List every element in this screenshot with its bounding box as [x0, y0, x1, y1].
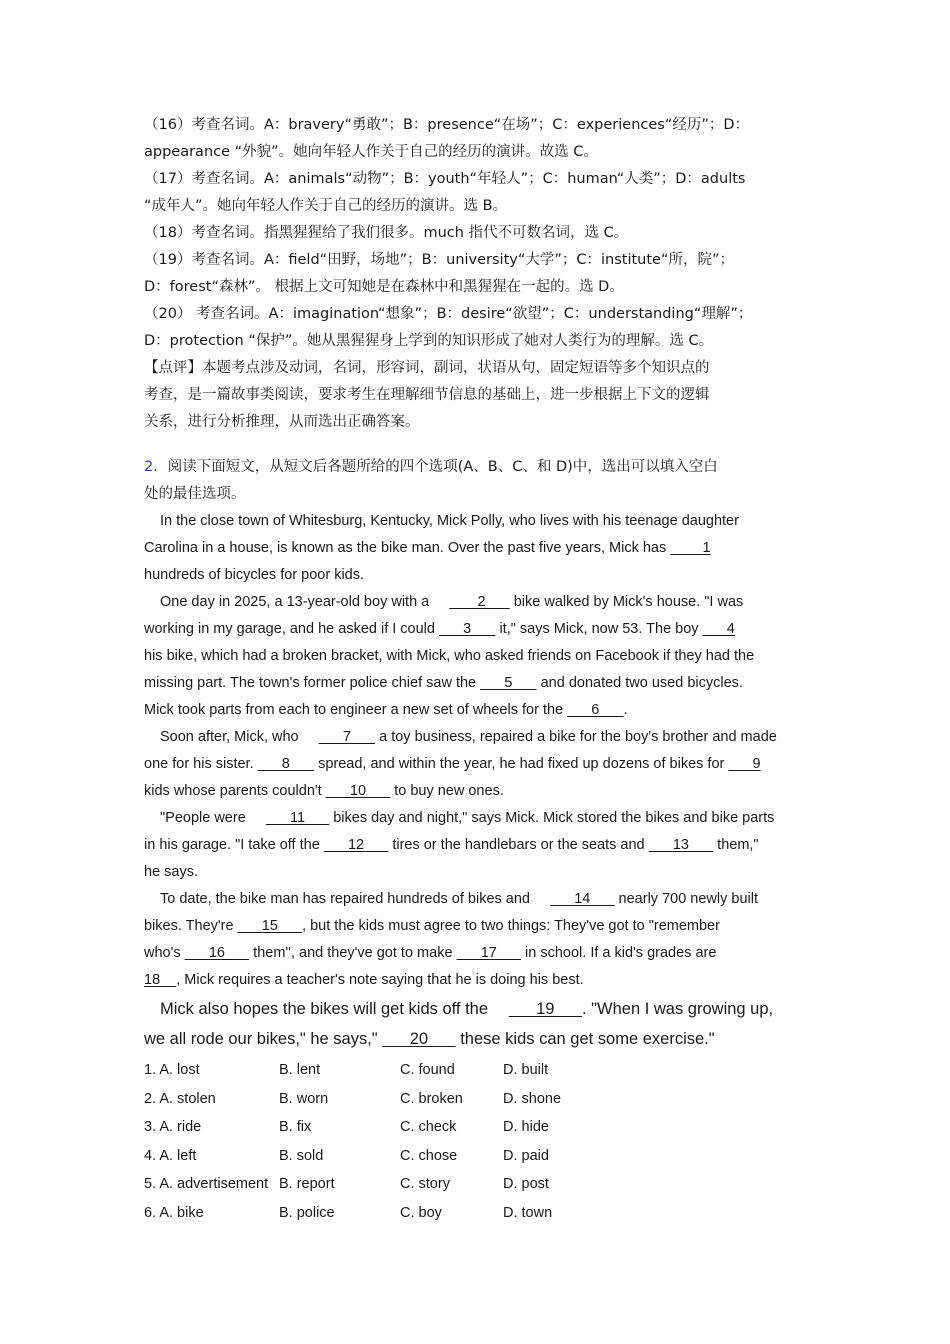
passage-text: to buy new ones. — [390, 783, 504, 799]
passage-line — [144, 643, 806, 670]
passage-line — [144, 562, 806, 589]
analysis-line: D：protection “保护”。她从黑猩猩身上学到的知识形成了她对人类行为的理解。选 C。 — [144, 333, 714, 349]
passage-text: these kids can get some exercise." — [455, 1030, 715, 1048]
option-choice: 2. A. stolen — [144, 1090, 216, 1107]
passage-text: them'', and they've got to make — [249, 945, 457, 961]
passage-text: his bike, which had a broken bracket, with Mick, who asked friends on Facebook if they had the — [144, 648, 755, 664]
option-choice: D. hide — [503, 1119, 549, 1136]
passage-text: who's — [144, 945, 185, 961]
passage-text: one for his sister. — [144, 756, 258, 772]
passage-paragraph — [144, 724, 806, 805]
analysis-line: appearance “外貌”。她向年轻人作关于自己的经历的演讲。故选 C。 — [144, 144, 598, 160]
passage-text: and donated two used bicycles. — [536, 675, 743, 691]
passage-text: in his garage. "I take off the — [144, 837, 324, 853]
answer-blank: 2 — [449, 594, 510, 610]
instruction-line — [144, 481, 806, 508]
instruction-text: ．阅读下面短文，从短文后各题所给的四个选项(A、B、C、和 D)中，选出可以填入空白 — [153, 459, 718, 475]
passage-text: nearly 700 newly built — [614, 891, 758, 907]
answer-blank: 6 — [567, 702, 624, 718]
option-choice: C. story — [400, 1176, 450, 1193]
answer-blank: 7 — [318, 729, 376, 745]
answer-blank: 1 — [670, 540, 711, 556]
passage-text: bike walked by Mick's house. "I was — [509, 594, 744, 610]
passage-text: Soon after, Mick, who — [160, 729, 303, 745]
analysis-item — [144, 220, 806, 247]
answer-blank: 9 — [728, 756, 761, 772]
passage-text: To date, the bike man has repaired hundreds of bikes and — [160, 891, 535, 907]
passage-paragraph — [144, 994, 806, 1054]
option-choice: C. found — [400, 1062, 455, 1079]
answer-options — [144, 1056, 806, 1227]
passage-text: tires or the handlebars or the seats and — [388, 837, 649, 853]
passage-text: it," says Mick, now 53. The boy — [495, 621, 703, 637]
passage-line — [144, 994, 806, 1024]
option-choice: B. lent — [279, 1062, 321, 1079]
answer-blank: 10 — [325, 783, 391, 799]
analysis-item — [144, 112, 806, 166]
comment-line: 【点评】本题考点涉及动词，名词，形容词，副词，状语从句，固定短语等多个知识点的 — [144, 360, 710, 376]
passage-line — [144, 1024, 806, 1054]
option-choice: C. chose — [400, 1147, 458, 1164]
option-choice: B. police — [279, 1204, 335, 1221]
option-choice: D. post — [503, 1176, 549, 1193]
passage-text: "People were — [160, 810, 250, 826]
passage-text: he says. — [144, 864, 198, 880]
passage-text: we all rode our bikes," he says," — [144, 1030, 383, 1048]
answer-blank: 16 — [184, 945, 250, 961]
passage-text: Mick took parts from each to engineer a new set of wheels for the — [144, 702, 568, 718]
option-row — [144, 1199, 806, 1228]
passage-line — [144, 967, 806, 994]
option-row — [144, 1170, 806, 1199]
passage-text: missing part. The town's former police chief saw the — [144, 675, 481, 691]
analysis-line: （17）考查名词。A：animals“动物”；B：youth“年轻人”；C：human“人类”；D：adults — [144, 171, 746, 187]
passage-text: hundreds of bicycles for poor kids. — [144, 567, 365, 583]
passage-line — [144, 724, 806, 751]
analysis-line: （20） 考查名词。A：imagination“想象”；B：desire“欲望”；C：understanding“理解”； — [144, 306, 753, 322]
option-choice: B. worn — [279, 1090, 329, 1107]
passage-text: , Mick requires a teacher's note saying that he is doing his best. — [176, 972, 584, 988]
comment-line: 关系，进行分析推理，从而选出正确答案。 — [144, 414, 420, 430]
answer-blank: 8 — [257, 756, 315, 772]
passage-text: . — [623, 702, 628, 718]
passage-text: bikes day and night," says Mick. Mick stored the bikes and bike parts — [329, 810, 775, 826]
passage-text: bikes. They're — [144, 918, 238, 934]
analysis-line: “成年人”。她向年轻人作关于自己的经历的演讲。选 B。 — [144, 198, 508, 214]
analysis-item — [144, 166, 806, 220]
option-choice: 5. A. advertisement — [144, 1176, 269, 1193]
section-gap — [144, 436, 806, 454]
answer-blank: 14 — [550, 891, 615, 907]
passage-paragraph — [144, 805, 806, 886]
option-row — [144, 1113, 806, 1142]
answer-blank: 5 — [480, 675, 537, 691]
option-choice: 3. A. ride — [144, 1119, 202, 1136]
analysis-line: （18）考查名词。指黑猩猩给了我们很多。much 指代不可数名词，选 C。 — [144, 225, 629, 241]
instruction-line — [144, 454, 806, 481]
passage-line — [144, 859, 806, 886]
answer-blank: 3 — [439, 621, 496, 637]
passage-line — [144, 535, 806, 562]
passage-line — [144, 886, 806, 913]
passage-text: them," — [713, 837, 759, 853]
passage-text: One day in 2025, a 13-year-old boy with a — [160, 594, 434, 610]
page-content — [144, 112, 806, 1227]
passage-text: working in my garage, and he asked if I could — [144, 621, 439, 637]
question-heading — [144, 454, 806, 508]
passage-line — [144, 751, 806, 778]
option-choice: C. boy — [400, 1204, 442, 1221]
passage-line — [144, 913, 806, 940]
passage-paragraph — [144, 508, 806, 589]
passage-line — [144, 697, 806, 724]
passage-text: In the close town of Whitesburg, Kentucky, Mick Polly, who lives with his teenage daughter — [160, 513, 739, 529]
passage-text: Mick also hopes the bikes will get kids off the — [160, 1000, 493, 1018]
analysis-item — [144, 301, 806, 355]
analysis-line: D：forest“森林”。 根据上文可知她是在森林中和黑猩猩在一起的。选 D。 — [144, 279, 624, 295]
answer-blank: 17 — [456, 945, 522, 961]
option-choice: D. town — [503, 1204, 553, 1221]
passage-line — [144, 778, 806, 805]
passage-text: , but the kids must agree to two things: They've got to "remember — [302, 918, 720, 934]
answer-blank: 19 — [508, 1000, 582, 1018]
passage-line — [144, 589, 806, 616]
passage-paragraph — [144, 589, 806, 724]
option-row — [144, 1085, 806, 1114]
analysis-section — [144, 112, 806, 355]
answer-blank: 11 — [265, 810, 330, 826]
answer-blank: 4 — [702, 621, 735, 637]
option-choice: B. sold — [279, 1147, 324, 1164]
cloze-passage — [144, 508, 806, 1054]
passage-text: Carolina in a house, is known as the bike man. Over the past five years, Mick has — [144, 540, 671, 556]
passage-paragraph — [144, 886, 806, 994]
option-choice: C. broken — [400, 1090, 463, 1107]
analysis-line: （16）考查名词。A：bravery“勇敢”；B：presence“在场”；C：experiences“经历”；D： — [144, 117, 750, 133]
option-choice: D. paid — [503, 1147, 549, 1164]
answer-blank: 13 — [648, 837, 714, 853]
option-choice: 4. A. left — [144, 1147, 197, 1164]
option-row — [144, 1142, 806, 1171]
passage-line — [144, 508, 806, 535]
analysis-item — [144, 247, 806, 301]
option-choice: 1. A. lost — [144, 1062, 200, 1079]
option-choice: B. fix — [279, 1119, 312, 1136]
passage-text: . "When I was growing up, — [582, 1000, 774, 1018]
option-row — [144, 1056, 806, 1085]
answer-blank: 15 — [237, 918, 303, 934]
option-choice: B. report — [279, 1176, 335, 1193]
question-number: 2 — [144, 459, 154, 475]
answer-blank: 20 — [382, 1030, 456, 1048]
option-choice: D. built — [503, 1062, 549, 1079]
answer-blank: 18 — [144, 972, 177, 988]
passage-line — [144, 616, 806, 643]
option-choice: 6. A. bike — [144, 1204, 204, 1221]
passage-line — [144, 670, 806, 697]
instruction-text: 处的最佳选项。 — [144, 486, 246, 502]
passage-line — [144, 940, 806, 967]
option-choice: D. shone — [503, 1090, 562, 1107]
answer-blank: 12 — [323, 837, 389, 853]
comment-line: 考查，是一篇故事类阅读，要求考生在理解细节信息的基础上，进一步根据上下文的逻辑 — [144, 387, 710, 403]
passage-text: kids whose parents couldn't — [144, 783, 326, 799]
comment-section — [144, 355, 806, 436]
passage-line — [144, 805, 806, 832]
passage-line — [144, 832, 806, 859]
passage-text: spread, and within the year, he had fixed up dozens of bikes for — [314, 756, 729, 772]
option-choice: C. check — [400, 1119, 457, 1136]
analysis-line: （19）考查名词。A：field“田野，场地”；B：university“大学”；C：institute“所，院”； — [144, 252, 734, 268]
passage-text: a toy business, repaired a bike for the boy's brother and made — [375, 729, 777, 745]
passage-text: in school. If a kid's grades are — [521, 945, 717, 961]
